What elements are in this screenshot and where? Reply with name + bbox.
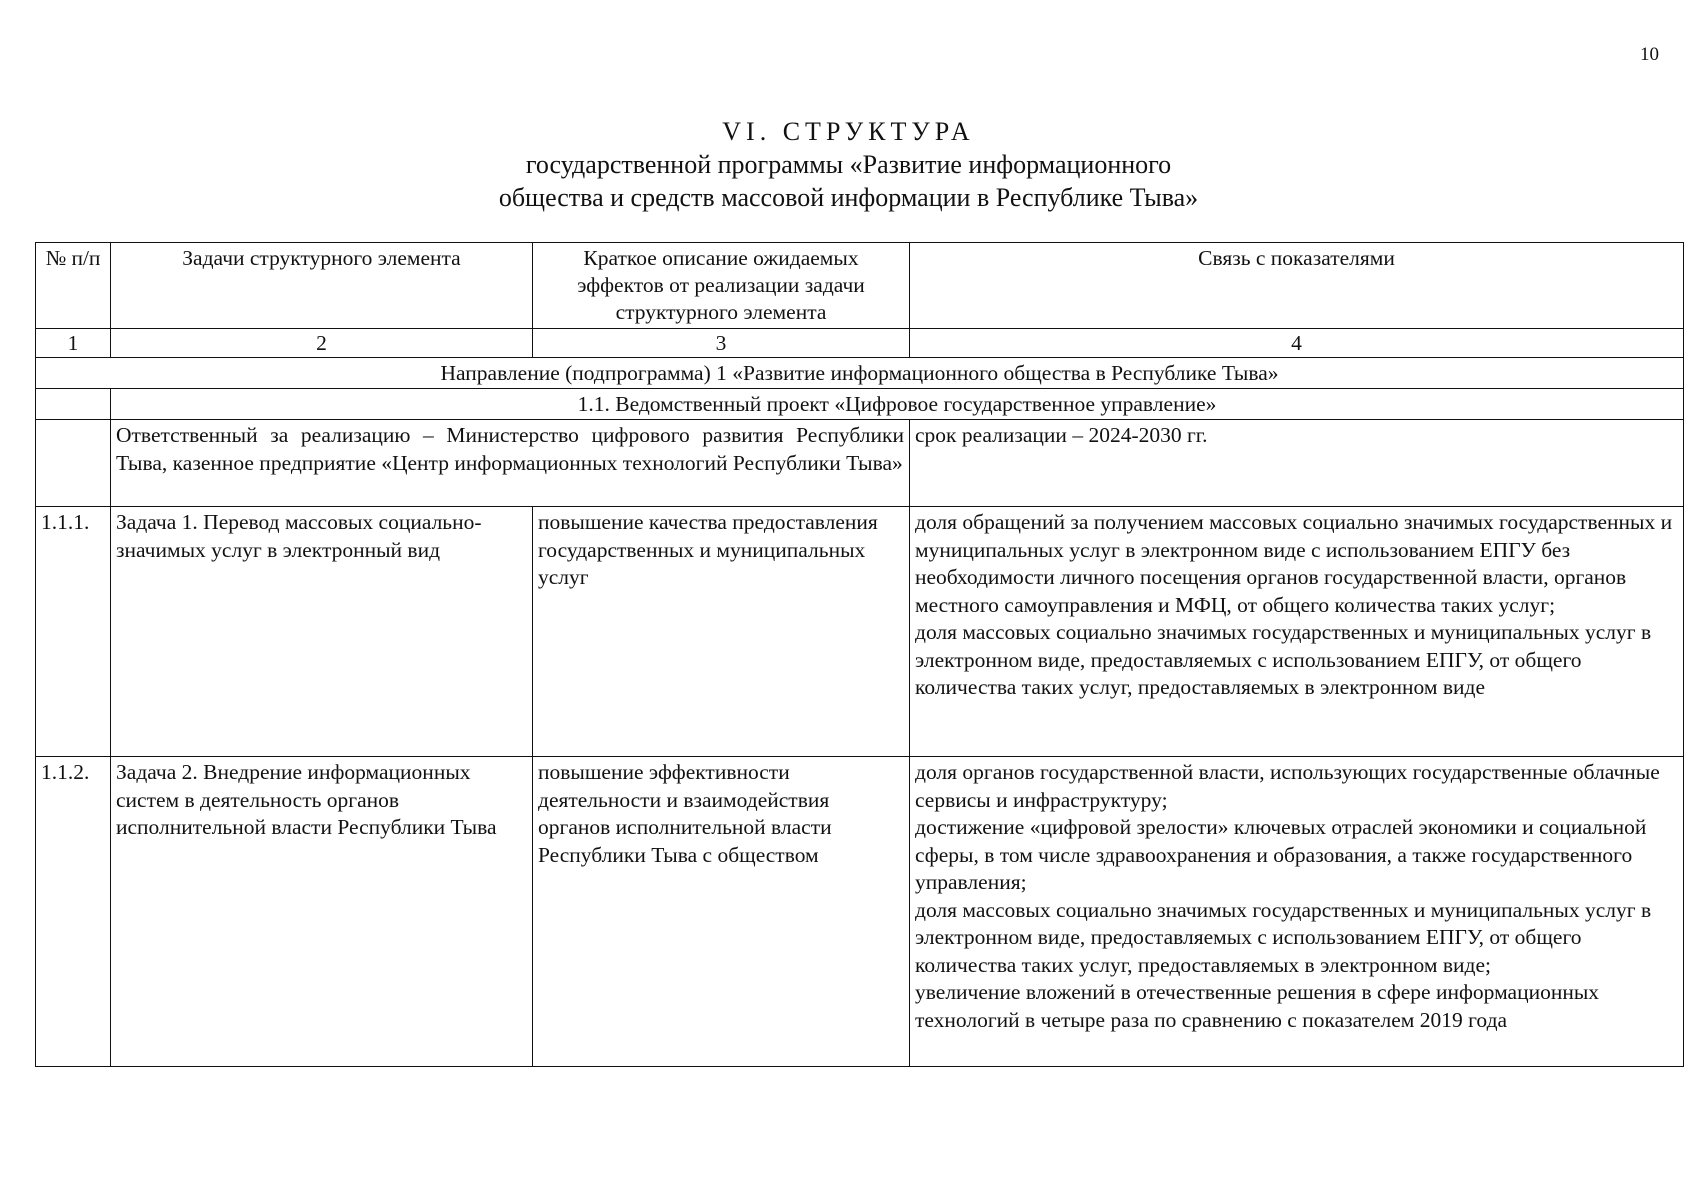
column-number: 4 [910, 329, 1684, 358]
effect-text: повышение эффективности деятельности и взаимодействия органов исполнительной власти Республики Тыва с обществом [533, 757, 910, 1067]
indicator-item: доля обращений за получением массовых социально значимых государственных и муниципальных услуг в электронном виде с использованием ЕПГУ без необходимости личного посещения органов государственной власти, органов местного самоуправления и МФЦ, от общего количества таких услуг; [915, 510, 1673, 617]
row-number: 1.1.1. [36, 507, 111, 757]
title-line-2: государственной программы «Развитие информационного [525, 150, 1172, 179]
responsible-text: Ответственный за реализацию – Министерство цифрового развития Республики Тыва, казенное предприятие «Центр информационных технологий Республики Тыва» [111, 420, 910, 507]
term-text: срок реализации – 2024-2030 гг. [910, 420, 1684, 507]
indicators-cell [910, 757, 1684, 1067]
table-header-row [36, 243, 1684, 329]
indicator-item: доля массовых социально значимых государственных и муниципальных услуг в электронном виде, предоставляемых с использованием ЕПГУ, от общего количества таких услуг, предоставляемых в электронном виде [915, 620, 1652, 699]
column-number-row [36, 329, 1684, 358]
table-row [36, 757, 1684, 1067]
section-heading: VI. СТРУКТУРА [722, 117, 975, 146]
task-text: Задача 1. Перевод массовых социально- значимых услуг в электронный вид [111, 507, 533, 757]
indicators-cell [910, 507, 1684, 757]
page-number: 10 [1640, 44, 1659, 65]
direction-title: Направление (подпрограмма) 1 «Развитие информационного общества в Республике Тыва» [36, 358, 1684, 389]
header-num: № п/п [36, 243, 111, 329]
direction-row [36, 358, 1684, 389]
document-title [0, 115, 1697, 214]
empty-cell [36, 389, 111, 420]
title-line-3: общества и средств массовой информации в Республике Тыва» [498, 183, 1199, 212]
column-number: 3 [533, 329, 910, 358]
indicator-item: доля органов государственной власти, использующих государственные облачные сервисы и инфраструктуру; [915, 760, 1660, 812]
effect-text: повышение качества предоставления государственных и муниципальных услуг [533, 507, 910, 757]
responsible-row [36, 420, 1684, 507]
indicator-item: достижение «цифровой зрелости» ключевых отраслей экономики и социальной сферы, в том числе здравоохранения и образования, а также государственного управления; [915, 815, 1647, 894]
table-row [36, 507, 1684, 757]
empty-cell [36, 420, 111, 507]
column-number: 2 [111, 329, 533, 358]
project-row [36, 389, 1684, 420]
header-tasks: Задачи структурного элемента [111, 243, 533, 329]
indicator-item: увеличение вложений в отечественные решения в сфере информационных технологий в четыре раза по сравнению с показателем 2019 года [915, 980, 1600, 1032]
row-number: 1.1.2. [36, 757, 111, 1067]
header-effects: Краткое описание ожидаемых эффектов от реализации задачи структурного элемента [533, 243, 910, 329]
project-title: 1.1. Ведомственный проект «Цифровое государственное управление» [111, 389, 1684, 420]
structure-table [35, 242, 1684, 1067]
indicator-item: доля массовых социально значимых государственных и муниципальных услуг в электронном виде, предоставляемых с использованием ЕПГУ, от общего количества таких услуг, предоставляемых в электронном виде; [915, 897, 1652, 977]
header-indicators: Связь с показателями [910, 243, 1684, 329]
task-text: Задача 2. Внедрение информационных систем в деятельность органов исполнительной власти Республики Тыва [111, 757, 533, 1067]
column-number: 1 [36, 329, 111, 358]
